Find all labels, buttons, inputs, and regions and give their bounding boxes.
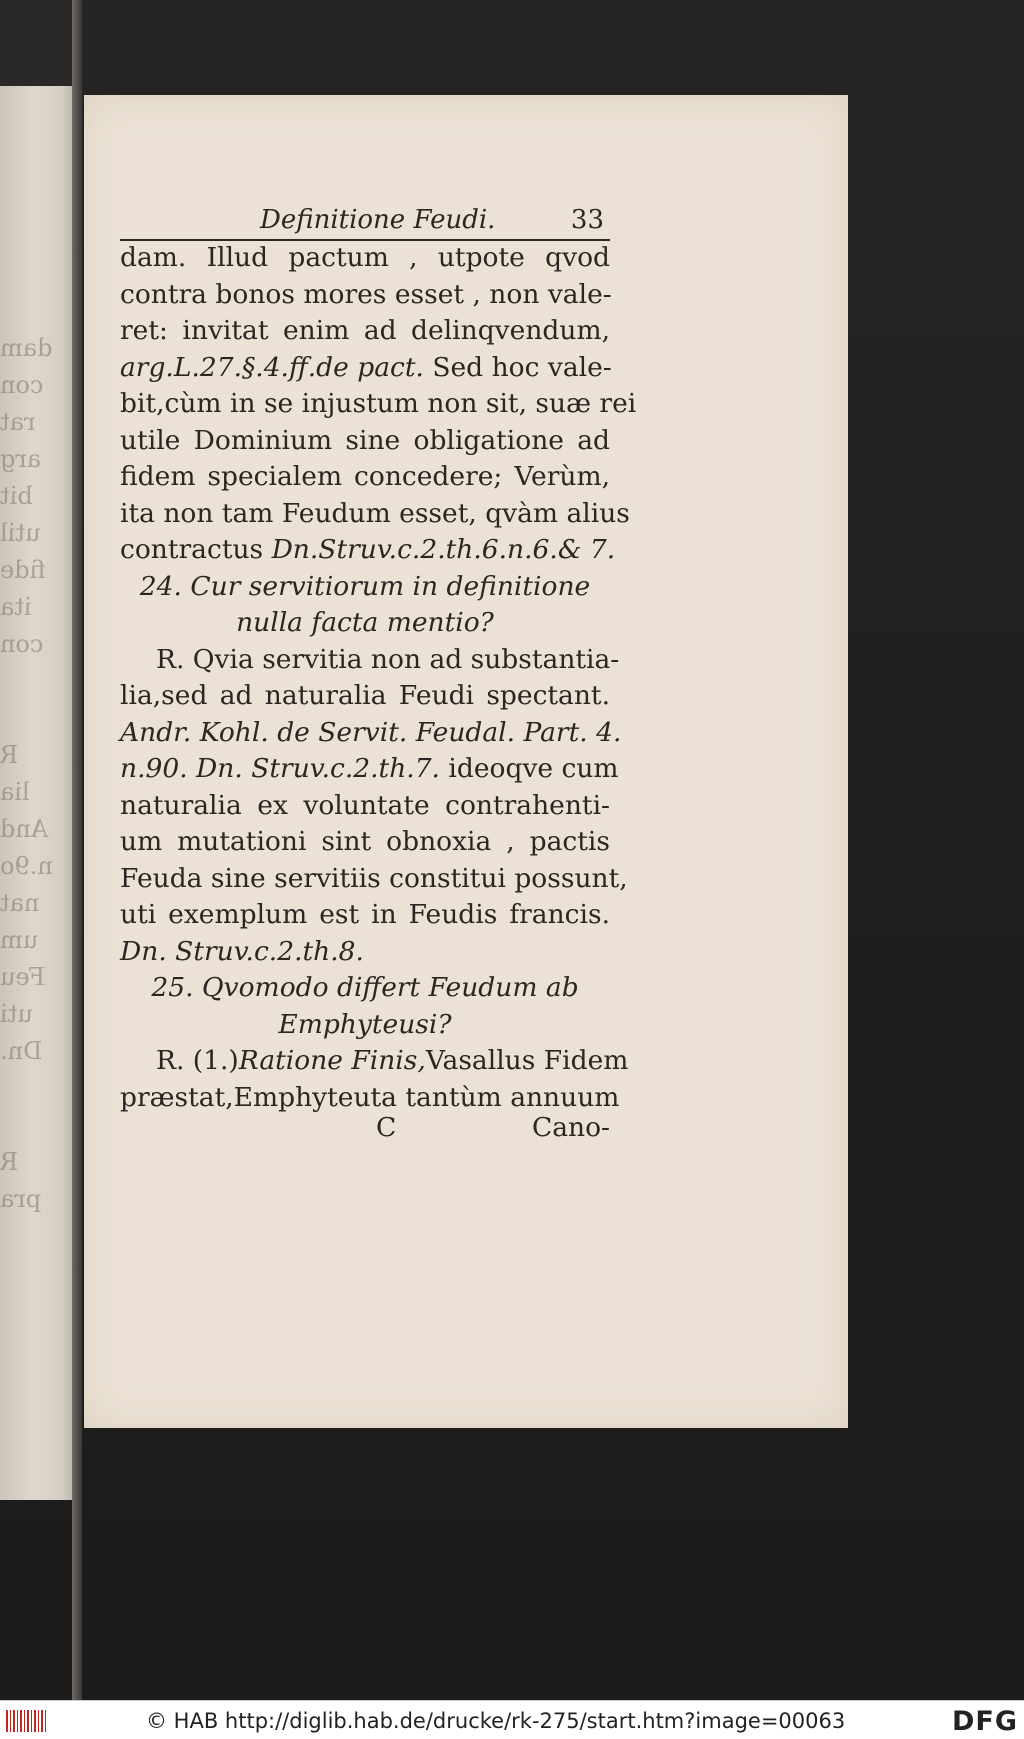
body-text	[120, 240, 637, 1116]
text-line: Andr. Kohl. de Servit. Feudal. Part. 4.	[120, 716, 622, 748]
previous-page-edge	[0, 86, 82, 1500]
text-line: Feuda sine servitiis constitui possunt,	[120, 862, 628, 894]
text-line: R. (1.)Ratione Finis,Vasallus Fidem	[156, 1045, 629, 1076]
text-line: ret: invitat enim ad delinqvendum,	[120, 315, 610, 346]
text-line: 25. Qvomodo differt Feudum ab	[151, 972, 579, 1003]
catchword: Cano-	[531, 1112, 610, 1143]
text-line: Dn. Struv.c.2.th.8.	[120, 935, 364, 967]
copyright-link[interactable]: © HAB http://diglib.hab.de/drucke/rk-275/start.htm?image=00063	[146, 1709, 846, 1733]
running-head	[120, 205, 610, 241]
text-line: R. Qvia servitia non ad substantia-	[156, 643, 620, 675]
text-line: 24. Cur servitiorum in definitione	[139, 570, 591, 602]
text-line: naturalia ex voluntate contrahenti-	[120, 789, 610, 821]
text-line: Emphyteusi?	[278, 1008, 452, 1040]
text-line: fidem specialem concedere; Verùm,	[120, 461, 610, 492]
running-title: Definitione Feudi.	[260, 205, 496, 235]
text-line: ita non tam Feudum esset, qvàm alius	[120, 497, 630, 529]
left-dark-margin	[0, 0, 72, 86]
text-line: dam. Illud pactum , utpote qvod	[120, 242, 610, 273]
gutter-shadow	[72, 0, 82, 1700]
signature-mark: C	[376, 1112, 397, 1143]
previous-page-bleed-text: dam con rat arg bit util fide ita con R lia And n.9o nat um Feu uti Dn. R pra	[0, 334, 53, 1213]
text-line: n.90. Dn. Struv.c.2.th.7. ideoqve cum	[120, 753, 619, 784]
text-line: nulla facta mentio?	[236, 607, 494, 638]
text-line: lia,sed ad naturalia Feudi spectant.	[120, 680, 610, 711]
dfg-logo: DFG	[951, 1706, 1018, 1737]
hab-barcode-icon	[6, 1710, 46, 1732]
footer-bar	[0, 1700, 1024, 1739]
text-line: utile Dominium sine obligatione ad	[120, 424, 610, 456]
text-line: um mutationi sint obnoxia , pactis	[120, 826, 610, 857]
text-line: præstat,Emphyteuta tantùm annuum	[120, 1081, 620, 1113]
text-line: contra bonos mores esset , non vale-	[120, 278, 612, 310]
text-line: uti exemplum est in Feudis francis.	[120, 899, 610, 930]
text-line: arg.L.27.§.4.ff.de pact. Sed hoc vale-	[120, 351, 612, 383]
page-number: 33	[570, 205, 604, 235]
text-line: contractus Dn.Struv.c.2.th.6.n.6.& 7.	[120, 534, 616, 565]
text-line: bit,cùm in se injustum non sit, suæ rei	[120, 388, 637, 419]
